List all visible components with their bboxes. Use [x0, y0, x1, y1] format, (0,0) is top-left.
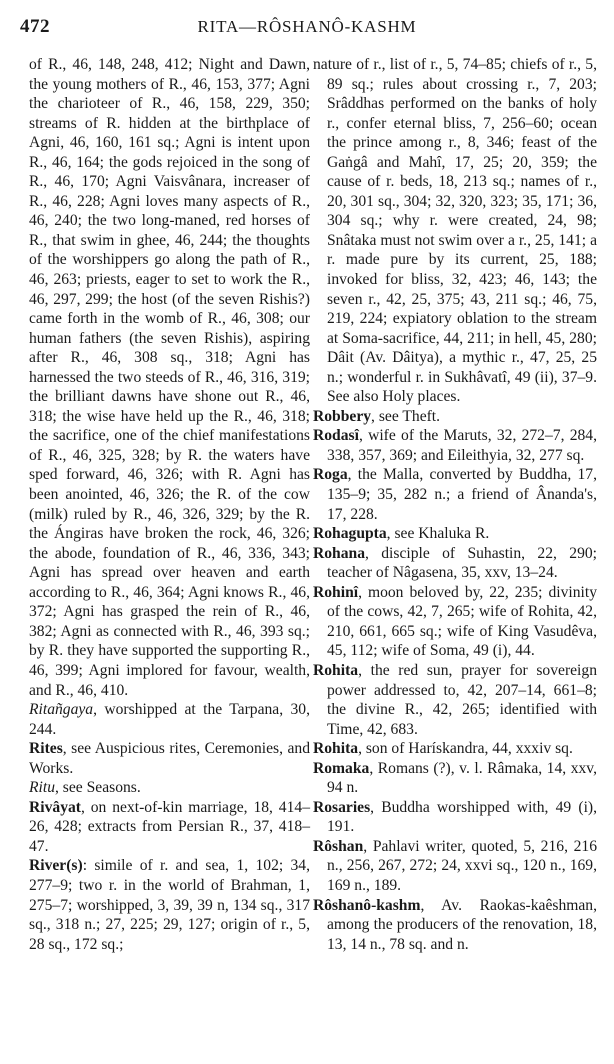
entry-text: nature of r., list of r., 5, 74–85; chiefs of r., 5, 89 sq.; rules about crossing r., 7, 203; Srâddhas performed on the banks of holy r., confer eternal bliss, 7, 256–60; ocean the prince among r., 8, 346; feast of the Gaṅgâ and Mahî, 17, 25; 20, 359; the cause of r. beds, 18, 213 sq.; names of r., 20, 301 sq., 304; 32, 320, 323; 35, 171; 36, 304 sq.; why r. were created, 24, 98; Snâtaka must not swim over a r., 25, 141; a r. made pure by its current, 25, 188; invoked for bliss, 32, 423; 46, 143; the seven r., 42, 25, 375; 43, 211 sq.; 46, 75, 219, 224; expiatory oblation to the stream at Soma-sacrifice, 44, 211; in hell, 45, 280; Dâit (Av. Dâitya), a mythic r., 47, 25, 25 n.; wonderful r. in Sukhâvatî, 49 (ii), 37–9. See also Holy places. [313, 56, 597, 406]
entry-headword: Rodasî [313, 427, 359, 445]
entry-text: , the Malla, converted by Buddha, 17, 135–9; 35, 282 n.; a friend of Ânanda's, 17, 228. [327, 466, 597, 523]
index-entry [313, 524, 597, 544]
index-entry [313, 407, 597, 427]
entry-headword: Rites [29, 740, 63, 758]
entry-text: , Buddha worshipped with, 49 (i), 191. [327, 798, 597, 836]
entry-text: of R., 46, 148, 248, 412; Night and Dawn, the young mothers of R., 46, 153, 377; Agni the charioteer of R., 46, 158, 229, 350; streams of R. hidden at the birthplace of Agni, 46, 160, 161 sq.; Agni is intent upon R., 46, 164; the gods rejoiced in the song of R., 46, 170; Agni Vaisvânara, increaser of R., 46, 228; Agni loves many aspects of R., 46, 240; the two long-maned, red horses of R., that swim in ghee, 46, 244; the thoughts of the worshippers go along the path of R., 46, 263; priests, eager to set to work the R., 46, 297, 299; the host (of the seven Rishis?) came forth in the womb of R., 46, 308; our human fathers (the seven Rishis), aspiring after R., 46, 308 sq., 318; Agni has harnessed the two steeds of R., 46, 316, 319; the brilliant dawns have shone out R., 46, 318; the wise have held up the R., 46, 318; the sacrifice, one of the chief manifestations of R., 46, 325, 328; by R. the waters have sped forward, 46, 326; with R. Agni has been anointed, 46, 326; the R. of the cow (milk) ruled by R., 46, 326, 329; by the R. the Ángiras have broken the rock, 46, 326; the abode, foundation of R., 46, 336, 343; Agni has spread over heaven and earth according to R., 46, 364; Agni knows R., 46, 372; Agni has grasped the rein of R., 46, 382; Agni as connected with R., 46, 393 sq.; by R. they have supported the supporting R., 46, 399; Agni implored for favour, wealth, and R., 46, 410. [29, 56, 310, 699]
entry-headword: Rosaries [313, 798, 371, 816]
entry-headword: Roga [313, 466, 348, 484]
index-entry [313, 426, 597, 465]
entry-headword: Ritañgaya [29, 701, 94, 719]
entry-headword: Rohinî [313, 583, 359, 601]
entry-headword: Rohita [313, 740, 359, 758]
index-entry [29, 700, 310, 739]
index-entry [313, 55, 597, 407]
entry-text: , see Auspicious rites, Ceremonies, and Works. [29, 740, 310, 777]
entry-headword: Rohagupta [313, 525, 387, 543]
index-entry [313, 739, 597, 759]
index-entry [29, 798, 310, 857]
index-entry [29, 55, 310, 700]
entry-headword: Rôshanô-kashm [313, 896, 421, 914]
running-title: RITA—RÔSHANÔ-KASHM [197, 17, 417, 36]
entry-headword: Robbery [313, 407, 372, 425]
entry-text: , the red sun, prayer for sovereign power addressed to, 42, 207–14, 661–8; the divine R., 42, 265; identified with Time, 42, 683. [327, 661, 597, 738]
entry-headword: Ritu [29, 779, 55, 797]
index-entry [313, 759, 597, 798]
entry-text: , moon beloved by, 22, 235; divinity of the cows, 42, 7, 265; wife of Rohita, 42, 210, 661, 665 sq.; wife of King Vasudêva, 45, 112; wife of Soma, 49 (i), 44. [327, 583, 597, 660]
left-column [29, 55, 310, 954]
entry-headword: Rohita [313, 661, 359, 679]
entry-text: , see Theft. [371, 407, 441, 425]
index-entry [313, 837, 597, 896]
page-header [20, 16, 594, 44]
entry-headword: Rôshan [313, 837, 364, 855]
index-entry [313, 896, 597, 955]
entry-text: : simile of r. and sea, 1, 102; 34, 277–9; two r. in the world of Brahman, 1, 275–7; worshipped, 3, 39, 39 n, 134 sq., 317 sq., 318 n.; 27, 225; 29, 127; origin of r., 5, 28 sq., 172 sq.; [29, 857, 310, 953]
entry-headword: Romaka [313, 759, 370, 777]
entry-text: , worshipped at the Tarpana, 30, 244. [29, 701, 310, 738]
index-entry [29, 778, 310, 798]
entry-text: , Pahlavi writer, quoted, 5, 216, 216 n., 256, 267, 272; 24, xxvi sq., 120 n., 169, 169 n., 189. [327, 837, 597, 894]
entry-text: , wife of the Maruts, 32, 272–7, 284, 338, 357, 369; and Eileithyia, 32, 277 sq. [327, 427, 597, 464]
entry-headword: Rivâyat [29, 798, 81, 816]
index-entry [313, 661, 597, 739]
index-entry [29, 739, 310, 778]
index-entry [313, 465, 597, 524]
entry-headword: River(s) [29, 857, 83, 875]
entry-text: , disciple of Suhastin, 22, 290; teacher of Nâgasena, 35, xxv, 13–24. [327, 544, 597, 582]
right-column [313, 55, 597, 954]
entry-headword: Rohana [313, 544, 365, 562]
entry-text: , son of Harískandra, 44, xxxiv sq. [358, 740, 573, 758]
entry-text: , on next-of-kin marriage, 18, 414–26, 428; extracts from Persian R., 37, 418–47. [29, 798, 310, 855]
entry-text: , see Seasons. [55, 779, 141, 797]
entry-text: , see Khaluka R. [386, 525, 490, 543]
index-entry [313, 544, 597, 583]
index-entry [29, 856, 310, 954]
index-entry [313, 798, 597, 837]
entry-text: , Romans (?), v. l. Râmaka, 14, xxv, 94 n. [327, 759, 597, 797]
index-entry [313, 583, 597, 661]
entry-text: , Av. Raokas-kaêshman, among the producers of the renovation, 18, 13, 14 n., 78 sq. and n. [327, 896, 597, 953]
page-number: 472 [20, 16, 50, 37]
